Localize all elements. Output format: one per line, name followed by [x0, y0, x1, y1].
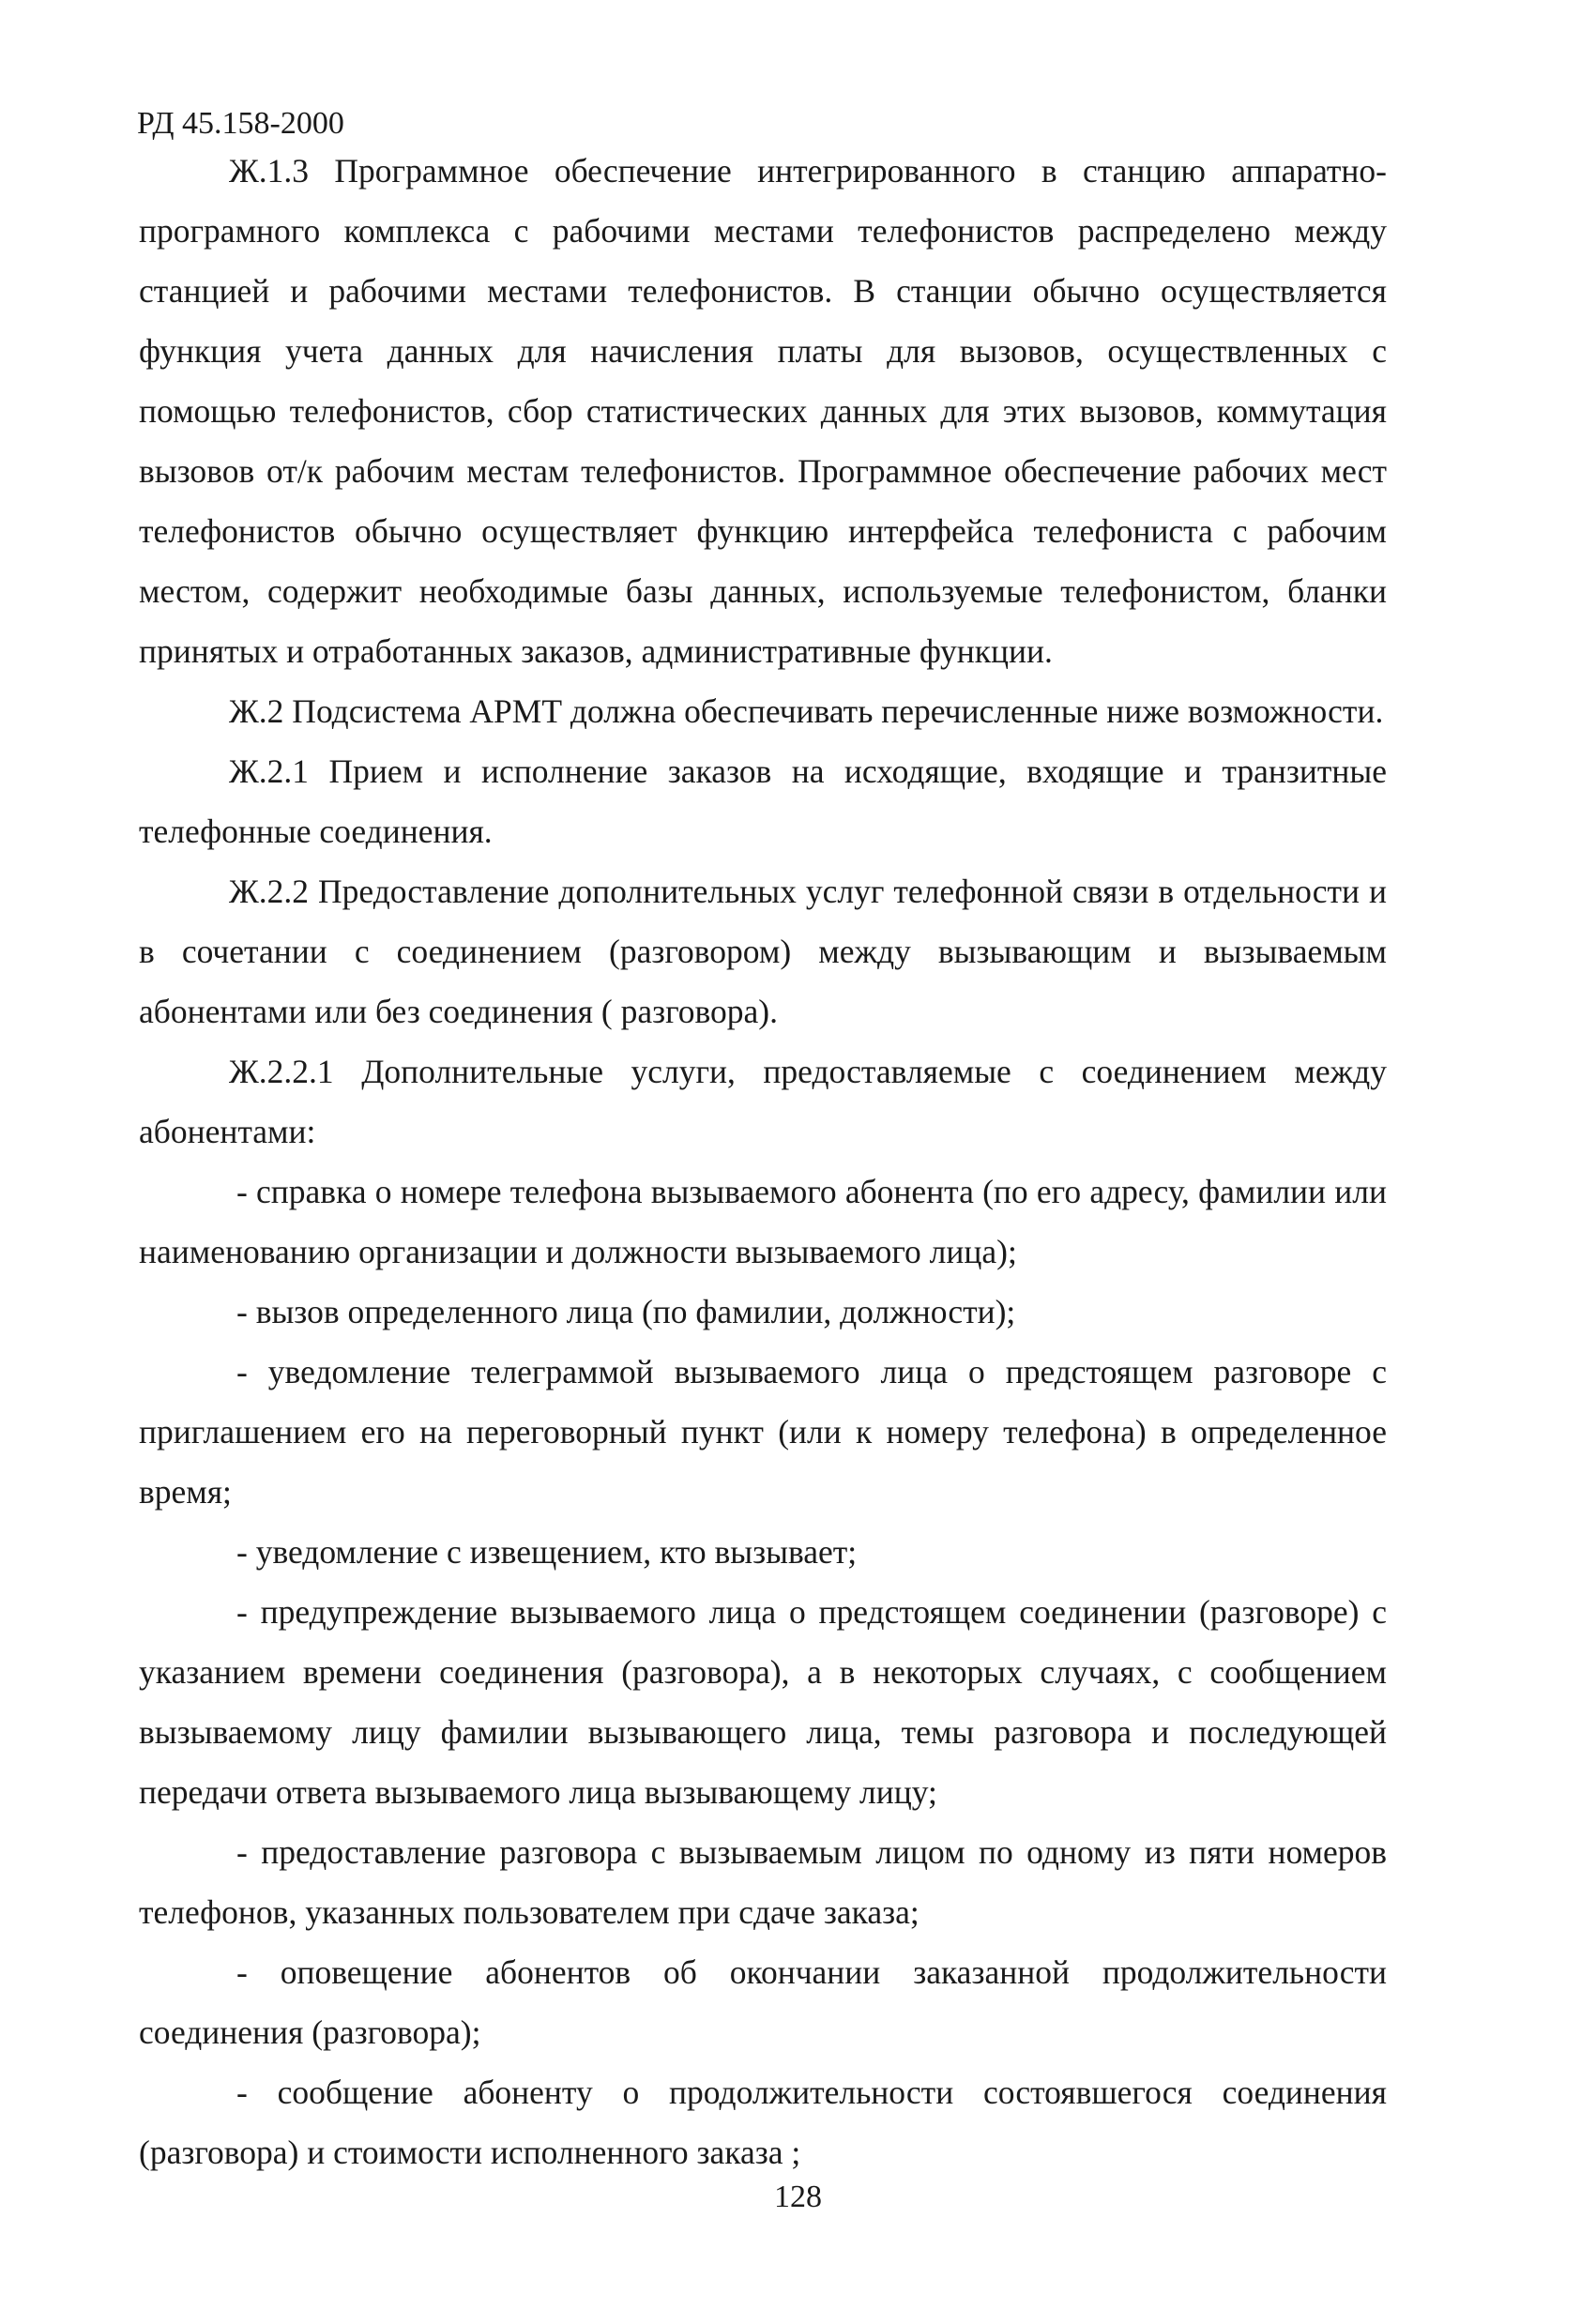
list-item: - справка о номере телефона вызываемого абонента (по его адресу, фамилии или наименованию организации и должности вызываемого лица);	[139, 1173, 1387, 1270]
list-item: - уведомление телеграммой вызываемого лица о предстоящем разговоре с приглашением его на переговорный пункт (или к номеру телефона) в определенное время;	[139, 1353, 1387, 1511]
list-item: - сообщение абоненту о продолжительности состоявшегося соединения (разговора) и стоимости исполненного заказа ;	[139, 2073, 1387, 2171]
list-item: - оповещение абонентов об окончании заказанной продолжительности соединения (разговора);	[139, 1953, 1387, 2051]
paragraph-zh-2: Ж.2 Подсистема АРМТ должна обеспечивать перечисленные ниже возможности.	[229, 692, 1384, 730]
page-number: 128	[774, 2180, 822, 2214]
list-item: - вызов определенного лица (по фамилии, должности);	[236, 1293, 1016, 1330]
paragraph-zh-2-2-1: Ж.2.2.1 Дополнительные услуги, предоставляемые с соединением между абонентами:	[139, 1053, 1387, 1150]
document-body	[139, 141, 1387, 2182]
paragraph-zh-2-1: Ж.2.1 Прием и исполнение заказов на исходящие, входящие и транзитные телефонные соединения.	[139, 752, 1387, 850]
paragraph-zh-2-2: Ж.2.2 Предоставление дополнительных услуг телефонной связи в отдельности и в сочетании с соединением (разговором) между вызывающим и вызываемым абонентами или без соединения ( разговора).	[139, 873, 1387, 1030]
list-item: - предупреждение вызываемого лица о предстоящем соединении (разговоре) с указанием времени соединения (разговора), а в некоторых случаях, с сообщением вызываемому лицу фамилии вызывающего лица, темы разговора и последующей передачи ответа вызываемого лица вызывающему лицу;	[139, 1593, 1387, 1811]
list-item: - уведомление с извещением, кто вызывает;	[236, 1533, 858, 1571]
paragraph-zh-1-3: Ж.1.3 Программное обеспечение интегрированного в станцию аппаратно-програмного комплекса с рабочими местами телефонистов распределено между станцией и рабочими местами телефонистов. В станции обычно осуществляется функция учета данных для начисления платы для вызовов, осуществленных с помощью телефонистов, сбор статистических данных для этих вызовов, коммутация вызовов от/к рабочим местам телефонистов. Программное обеспечение рабочих мест телефонистов обычно осуществляет функцию интерфейса телефониста с рабочим местом, содержит необходимые базы данных, используемые телефонистом, бланки принятых и отработанных заказов, административные функции.	[139, 152, 1387, 670]
document-code-header: РД 45.158-2000	[137, 106, 344, 141]
list-item: - предоставление разговора с вызываемым лицом по одному из пяти номеров телефонов, указанных пользователем при сдаче заказа;	[139, 1833, 1387, 1931]
